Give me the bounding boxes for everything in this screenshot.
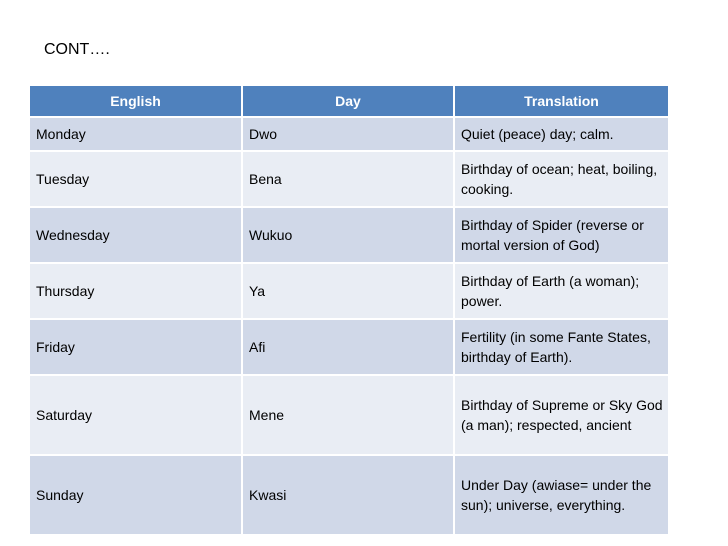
day-cell: Ya: [242, 263, 454, 319]
english-cell: Thursday: [30, 263, 242, 319]
table-row: [30, 117, 668, 151]
header-translation: Translation: [454, 86, 668, 117]
header-day: Day: [242, 86, 454, 117]
translation-cell: Birthday of ocean; heat, boiling, cooking.: [454, 151, 668, 207]
slide-label: CONT….: [44, 41, 110, 58]
english-cell: Sunday: [30, 455, 242, 535]
table-row: [30, 375, 668, 455]
translation-cell: Birthday of Spider (reverse or mortal version of God): [461, 217, 644, 253]
day-cell: Afi: [242, 319, 454, 375]
table-row: [30, 207, 668, 263]
day-cell: Mene: [242, 375, 454, 455]
translation-cell: Fertility (in some Fante States, birthday of Earth).: [454, 319, 668, 375]
days-table: [30, 86, 668, 536]
table-header-row: [30, 86, 668, 117]
english-cell: Tuesday: [30, 151, 242, 207]
day-cell: Bena: [242, 151, 454, 207]
english-cell: Monday: [30, 117, 242, 151]
day-cell: Wukuo: [242, 207, 454, 263]
table-row: [30, 263, 668, 319]
table-row: [30, 455, 668, 535]
english-cell: Saturday: [30, 375, 242, 455]
translation-cell: Under Day (awiase= under the sun); universe, everything.: [454, 455, 668, 535]
translation-cell: Birthday of Earth (a woman); power.: [454, 263, 668, 319]
translation-cell-wrap: [454, 207, 668, 263]
english-cell: Wednesday: [30, 207, 242, 263]
header-english: English: [30, 86, 242, 117]
translation-cell: Birthday of Supreme or Sky God (a man); respected, ancient: [454, 375, 668, 455]
day-cell: Dwo: [242, 117, 454, 151]
table-row: [30, 151, 668, 207]
translation-cell: Quiet (peace) day; calm.: [454, 117, 668, 151]
table-row: [30, 319, 668, 375]
english-cell: Friday: [30, 319, 242, 375]
day-cell: Kwasi: [242, 455, 454, 535]
